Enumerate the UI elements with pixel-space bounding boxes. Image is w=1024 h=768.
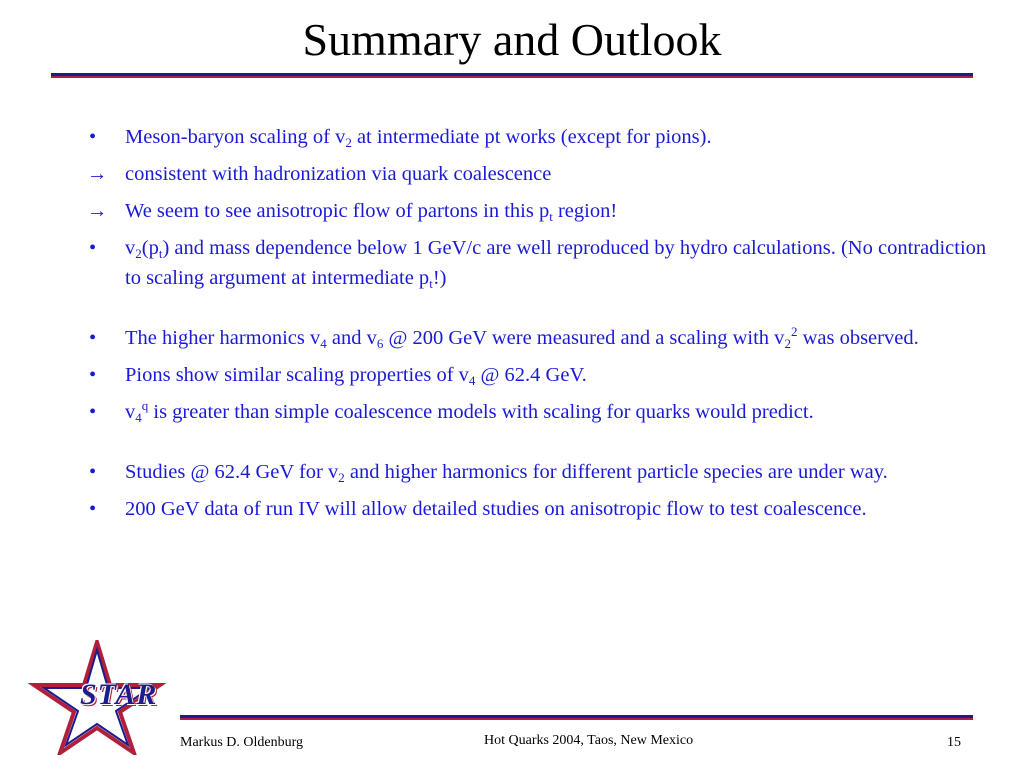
subscript: 2 — [135, 246, 142, 261]
text-run: Studies @ 62.4 GeV for v — [125, 461, 339, 483]
footer-divider — [180, 715, 973, 720]
text-run: The higher harmonics v — [125, 327, 321, 349]
bullet-text — [125, 159, 1004, 189]
bullet-marker: • — [89, 498, 97, 520]
text-run: at intermediate pt works (except for pions). — [351, 126, 712, 148]
bullet-text — [125, 457, 1004, 487]
text-run: consistent with hadronization via quark coalescence — [125, 163, 552, 185]
bullet-text — [125, 122, 1004, 152]
superscript: 2 — [790, 324, 798, 339]
bullet-marker: • — [89, 461, 97, 483]
text-run: (p — [141, 237, 159, 259]
bullet-text — [125, 196, 1004, 226]
subscript: 2 — [338, 470, 345, 485]
superscript: q — [141, 398, 149, 413]
text-run: ) and mass dependence below 1 GeV/c are well reproduced by hydro calculations. (No contradiction to scaling argument at intermediate p — [125, 237, 987, 289]
text-run: @ 200 GeV were measured and a scaling with v — [383, 327, 785, 349]
page-number: 15 — [947, 735, 961, 750]
text-run: v — [125, 401, 136, 423]
subscript: 4 — [468, 373, 476, 388]
bullet-marker: • — [89, 327, 97, 349]
bullet-text — [125, 494, 1004, 524]
bullet-text — [125, 360, 1004, 390]
star-logo-text: STAR — [80, 678, 158, 711]
slide-title: Summary and Outlook — [302, 14, 722, 65]
text-run: is greater than simple coalescence models with scaling for quarks would predict. — [148, 401, 814, 423]
subscript: t — [549, 209, 553, 224]
arrow-marker: → — [87, 163, 108, 185]
bullet-list — [84, 122, 1004, 531]
subscript: 2 — [345, 135, 352, 150]
subscript: t — [158, 246, 163, 261]
bullet-text — [125, 323, 1004, 353]
subscript: 6 — [376, 336, 384, 351]
bullet-marker: • — [89, 364, 97, 386]
text-run: 200 GeV data of run IV will allow detailed studies on anisotropic flow to test coalescence. — [125, 498, 867, 520]
subscript: 2 — [784, 336, 791, 351]
text-run: v — [125, 237, 136, 259]
bullet-item — [84, 196, 1004, 226]
text-run: and v — [326, 327, 377, 349]
bullet-item — [84, 323, 1004, 353]
text-run: was observed. — [797, 327, 919, 349]
subscript: 4 — [135, 410, 142, 425]
text-run: region! — [552, 200, 618, 222]
bullet-text — [125, 397, 1004, 427]
subscript: 4 — [320, 336, 327, 351]
bullet-text — [125, 233, 1004, 293]
bullet-marker: • — [89, 126, 97, 148]
footer-author: Markus D. Oldenburg — [180, 735, 304, 750]
text-run: @ 62.4 GeV. — [475, 364, 587, 386]
text-run: !) — [432, 267, 447, 289]
bullet-item — [84, 159, 1004, 189]
bullet-marker: • — [89, 237, 97, 259]
bullet-item — [84, 494, 1004, 524]
bullet-item — [84, 233, 1004, 293]
bullet-marker: • — [89, 401, 97, 423]
bullet-item — [84, 122, 1004, 152]
bullet-item — [84, 457, 1004, 487]
footer-event: Hot Quarks 2004, Taos, New Mexico — [484, 733, 694, 748]
bullet-item — [84, 397, 1004, 427]
arrow-marker: → — [87, 200, 108, 222]
text-run: We seem to see anisotropic flow of partons in this p — [125, 200, 550, 222]
text-run: Pions show similar scaling properties of v — [125, 364, 469, 386]
title-divider — [51, 73, 973, 78]
text-run: Meson-baryon scaling of v — [125, 126, 346, 148]
bullet-item — [84, 360, 1004, 390]
subscript: t — [429, 276, 433, 291]
text-run: and higher harmonics for different particle species are under way. — [344, 461, 888, 483]
